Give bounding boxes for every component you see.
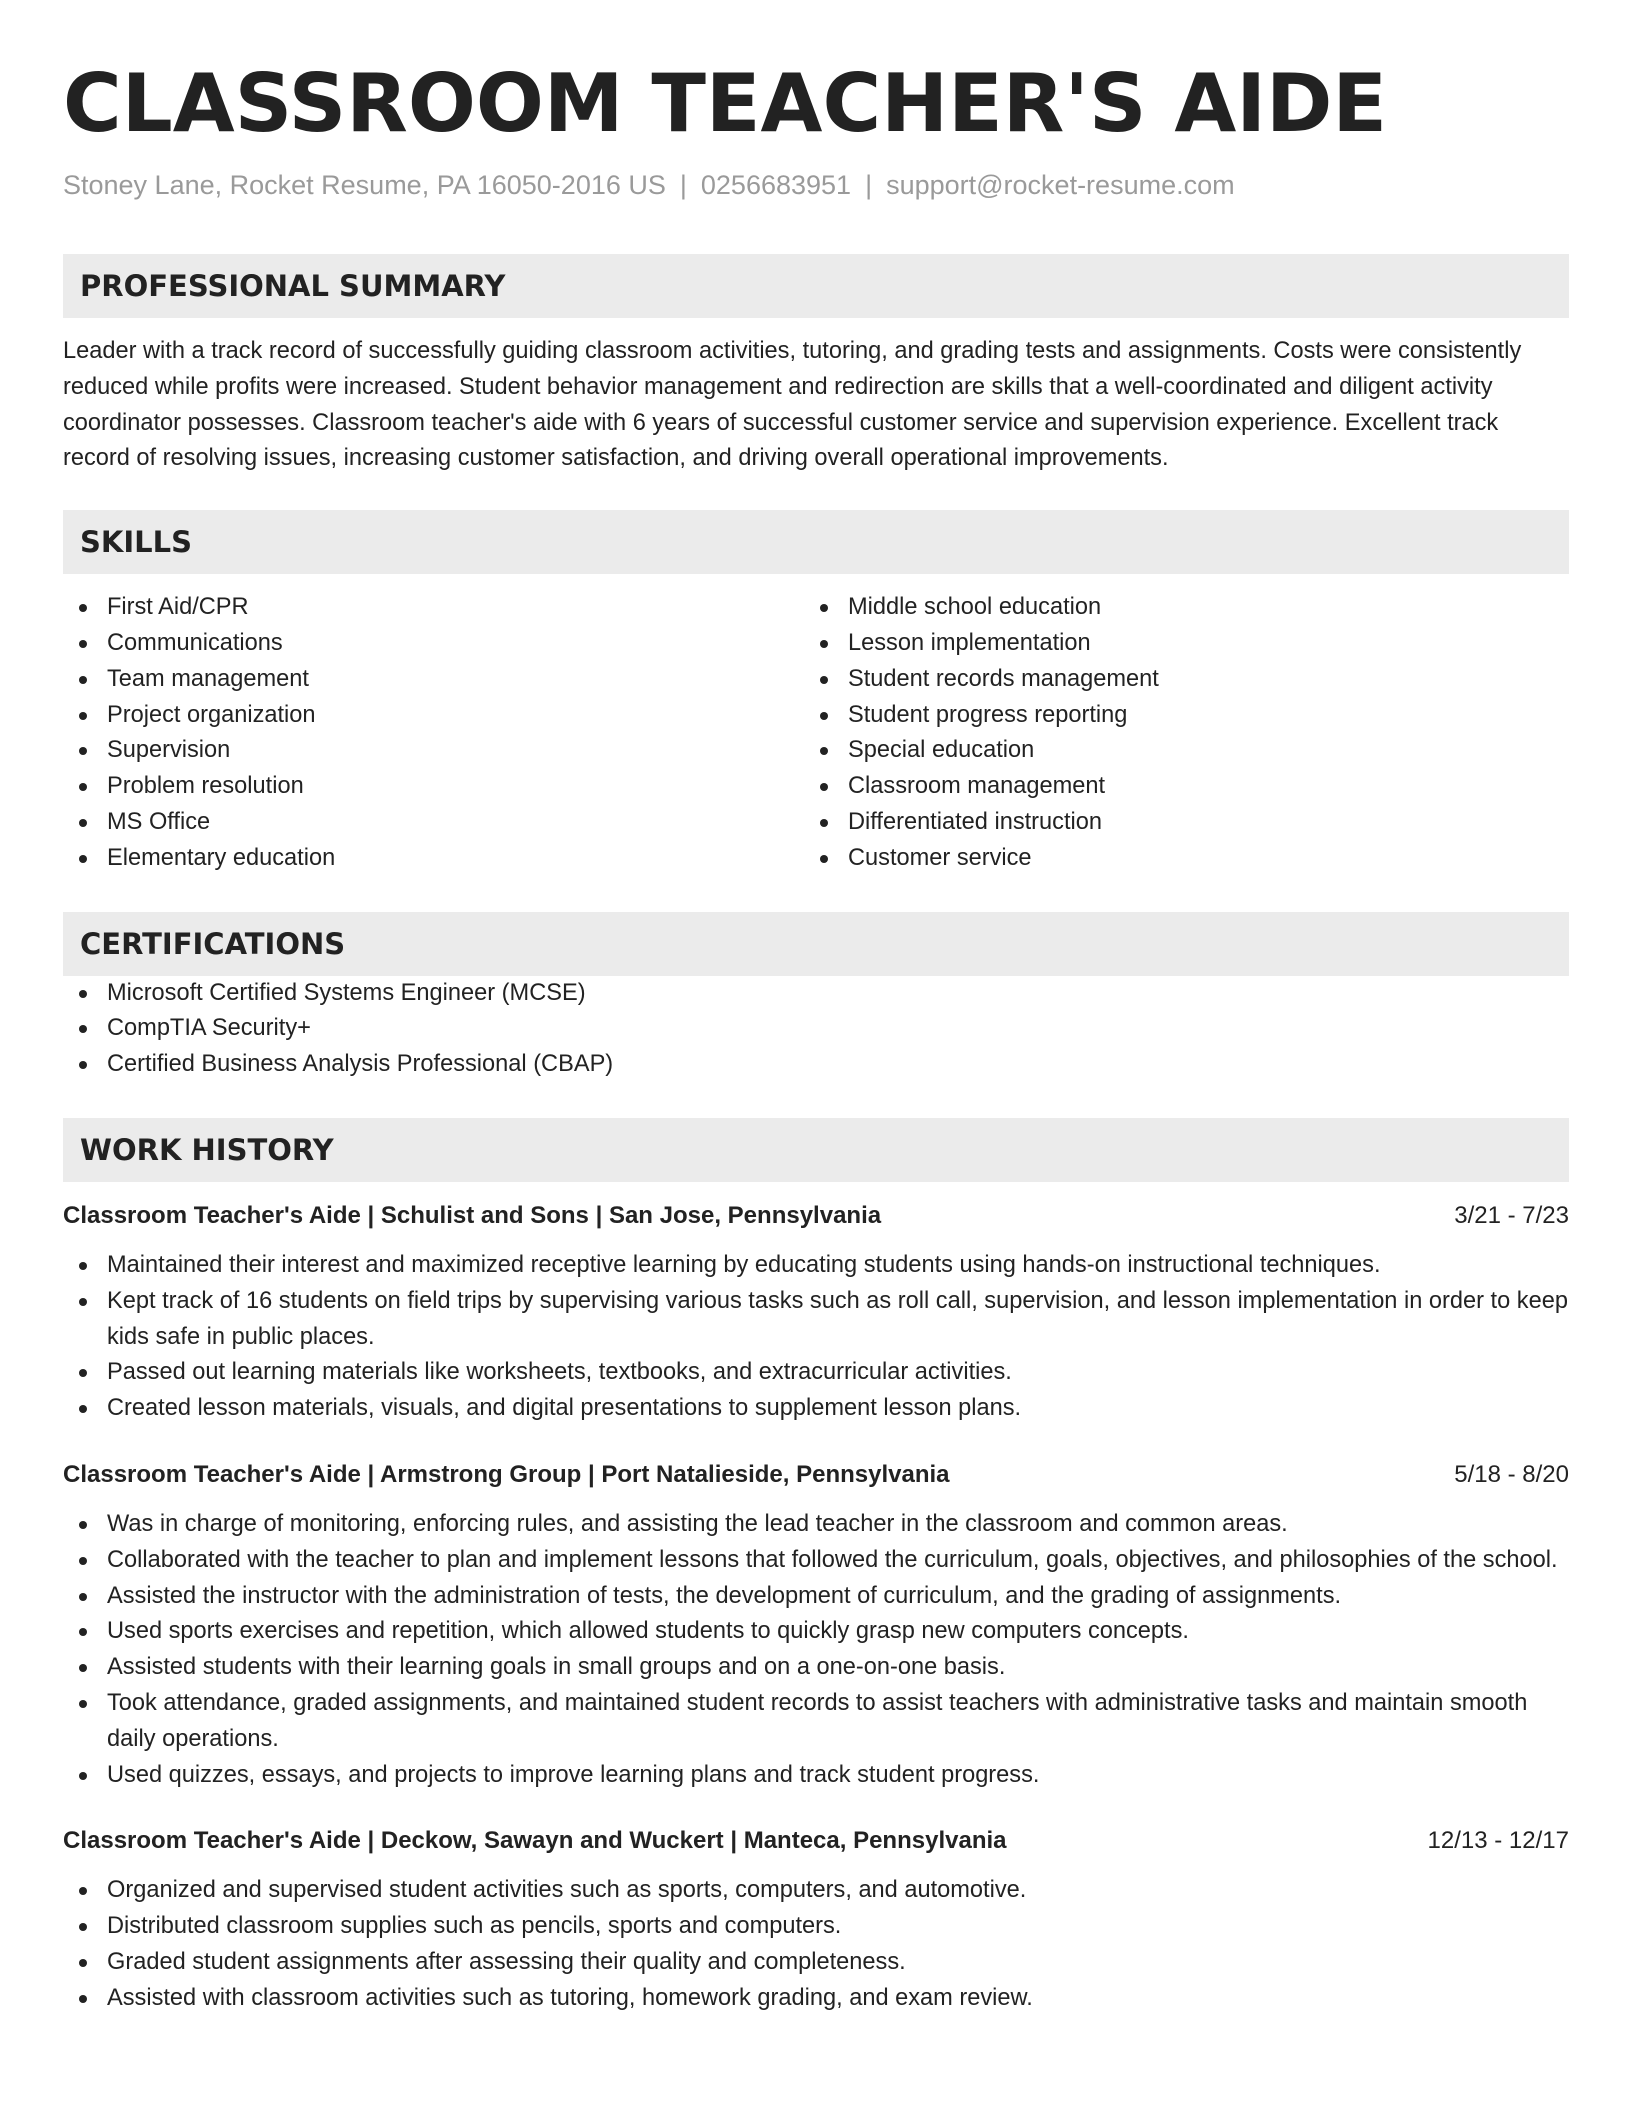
bullet-icon	[820, 819, 828, 827]
contact-phone: 0256683951	[700, 170, 852, 200]
list-item-text: Graded student assignments after assessing their quality and completeness.	[107, 1948, 906, 1975]
list-item-text: Lesson implementation	[848, 629, 1091, 656]
job-header	[63, 1457, 1569, 1493]
list-item	[804, 841, 1545, 877]
bullet-icon	[79, 1025, 87, 1033]
bullet-icon	[79, 1887, 87, 1895]
job-entry	[63, 1823, 1569, 2016]
bullet-icon	[79, 747, 87, 755]
list-item-text: Supervision	[107, 737, 231, 764]
bullet-icon	[79, 1700, 87, 1708]
list-item-text: Used sports exercises and repetition, which allowed students to quickly grasp new computers concepts.	[107, 1618, 1189, 1645]
bullet-icon	[79, 640, 87, 648]
job-title: Classroom Teacher's Aide | Deckow, Sawayn and Wuckert | Manteca, Pennsylvania	[63, 1827, 1007, 1855]
list-item-text: Classroom management	[848, 773, 1106, 800]
section-heading-certifications: CERTIFICATIONS	[63, 912, 1569, 976]
list-item	[63, 626, 804, 662]
bullet-icon	[820, 604, 828, 612]
bullet-icon	[820, 640, 828, 648]
list-item-text: Collaborated with the teacher to plan and implement lessons that followed the curriculum, goals, objectives, and philosophies of the school.	[107, 1546, 1558, 1573]
list-item	[63, 1614, 1569, 1650]
list-item	[63, 1981, 1569, 2017]
bullet-icon	[79, 783, 87, 791]
bullet-icon	[79, 604, 87, 612]
contact-email: support@rocket-resume.com	[886, 170, 1235, 200]
list-item	[63, 805, 804, 841]
bullet-icon	[79, 676, 87, 684]
list-item-text: CompTIA Security+	[107, 1015, 311, 1042]
list-item-text: Organized and supervised student activities such as sports, computers, and automotive.	[107, 1877, 1027, 1904]
contact-separator: |	[679, 170, 687, 200]
list-item	[804, 626, 1545, 662]
bullet-icon	[79, 1923, 87, 1931]
list-item	[63, 1650, 1569, 1686]
list-item	[804, 590, 1545, 626]
list-item-text: MS Office	[107, 808, 211, 835]
bullet-icon	[79, 819, 87, 827]
job-dates: 3/21 - 7/23	[1454, 1201, 1569, 1229]
list-item-text: Communications	[107, 629, 283, 656]
bullet-icon	[79, 1262, 87, 1270]
list-item-text: Middle school education	[848, 594, 1102, 621]
summary-text: Leader with a track record of successfully guiding classroom activities, tutoring, and grading tests and assignments. Costs were consistently reduced while profits were increased. Student behavior management and redirection are skills that a well-coordinated and diligent activity coordinator possesses. Classroom teacher's aide with 6 years of successful customer service and supervision experience. Excellent track record of resolving issues, increasing customer satisfaction, and driving overall operational improvements.	[63, 338, 1522, 472]
bullet-icon	[79, 712, 87, 720]
list-item-text: Customer service	[848, 844, 1032, 871]
bullet-icon	[79, 1593, 87, 1601]
bullet-icon	[79, 1995, 87, 2003]
bullet-icon	[79, 990, 87, 998]
list-item	[804, 662, 1545, 698]
list-item-text: Was in charge of monitoring, enforcing rules, and assisting the lead teacher in the classroom and common areas.	[107, 1510, 1288, 1537]
list-item	[63, 733, 804, 769]
section-heading-summary: PROFESSIONAL SUMMARY	[63, 254, 1569, 318]
bullet-icon	[79, 855, 87, 863]
bullet-icon	[79, 1298, 87, 1306]
list-item	[63, 1507, 1569, 1543]
skills-column-left	[63, 590, 804, 876]
list-item-text: Maintained their interest and maximized receptive learning by educating students using hands-on instructional techniques.	[107, 1251, 1381, 1278]
list-item	[63, 976, 1569, 1012]
list-item-text: Distributed classroom supplies such as pencils, sports and computers.	[107, 1913, 842, 1940]
list-item-text: Passed out learning materials like worksheets, textbooks, and extracurricular activities.	[107, 1359, 1012, 1386]
job-entry	[63, 1457, 1569, 1793]
list-item	[63, 1284, 1569, 1356]
list-item	[804, 769, 1545, 805]
job-bullets	[63, 1507, 1569, 1793]
list-item	[63, 1391, 1569, 1427]
contact-separator: |	[865, 170, 873, 200]
bullet-icon	[820, 747, 828, 755]
skills-list-left	[63, 590, 804, 876]
bullet-icon	[79, 1405, 87, 1413]
section-heading-skills: SKILLS	[63, 510, 1569, 574]
certifications-list	[63, 976, 1569, 1083]
list-item-text: Certified Business Analysis Professional (CBAP)	[107, 1051, 614, 1078]
list-item	[63, 1011, 1569, 1047]
skills-list-right	[804, 590, 1545, 876]
bullet-icon	[79, 1061, 87, 1069]
list-item	[63, 1758, 1569, 1794]
list-item-text: Microsoft Certified Systems Engineer (MCSE)	[107, 979, 586, 1006]
list-item	[63, 1873, 1569, 1909]
list-item	[63, 590, 804, 626]
list-item-text: Kept track of 16 students on field trips by supervising various tasks such as roll call, supervision, and lesson implementation in order to keep kids safe in public places.	[107, 1287, 1568, 1350]
bullet-icon	[79, 1959, 87, 1967]
resume-name: CLASSROOM TEACHER'S AIDE	[63, 57, 1388, 150]
skills-grid	[63, 590, 1569, 876]
contact-line	[63, 168, 1569, 202]
bullet-icon	[820, 855, 828, 863]
job-dates: 12/13 - 12/17	[1427, 1827, 1569, 1855]
list-item	[63, 841, 804, 877]
list-item	[63, 1945, 1569, 1981]
list-item	[63, 1047, 1569, 1083]
job-dates: 5/18 - 8/20	[1454, 1460, 1569, 1488]
list-item-text: Special education	[848, 737, 1035, 764]
list-item-text: Team management	[107, 665, 309, 692]
list-item-text: Assisted with classroom activities such as tutoring, homework grading, and exam review.	[107, 1984, 1033, 2011]
list-item-text: Used quizzes, essays, and projects to improve learning plans and track student progress.	[107, 1761, 1040, 1788]
bullet-icon	[79, 1521, 87, 1529]
bullet-icon	[79, 1369, 87, 1377]
list-item	[63, 698, 804, 734]
list-item	[63, 662, 804, 698]
bullet-icon	[820, 712, 828, 720]
bullet-icon	[820, 676, 828, 684]
bullet-icon	[79, 1664, 87, 1672]
list-item-text: Assisted the instructor with the administration of tests, the development of curriculum, and the grading of assignments.	[107, 1582, 1342, 1609]
section-heading-work-history: WORK HISTORY	[63, 1118, 1569, 1182]
list-item	[63, 1686, 1569, 1758]
list-item-text: Project organization	[107, 701, 316, 728]
list-item-text: Elementary education	[107, 844, 336, 871]
job-title: Classroom Teacher's Aide | Schulist and Sons | San Jose, Pennsylvania	[63, 1201, 882, 1229]
list-item-text: Assisted students with their learning goals in small groups and on a one-on-one basis.	[107, 1654, 1006, 1681]
list-item	[63, 1909, 1569, 1945]
job-header	[63, 1198, 1569, 1234]
list-item	[63, 1543, 1569, 1579]
job-title: Classroom Teacher's Aide | Armstrong Group | Port Natalieside, Pennsylvania	[63, 1460, 950, 1488]
list-item	[804, 805, 1545, 841]
bullet-icon	[79, 1557, 87, 1565]
bullet-icon	[79, 1628, 87, 1636]
list-item	[63, 1248, 1569, 1284]
list-item-text: First Aid/CPR	[107, 594, 249, 621]
list-item-text: Problem resolution	[107, 773, 304, 800]
list-item-text: Student records management	[848, 665, 1159, 692]
list-item	[63, 1579, 1569, 1615]
list-item-text: Differentiated instruction	[848, 808, 1102, 835]
list-item-text: Student progress reporting	[848, 701, 1128, 728]
work-history	[63, 1198, 1569, 2017]
bullet-icon	[79, 1772, 87, 1780]
list-item	[804, 733, 1545, 769]
list-item	[804, 698, 1545, 734]
job-bullets	[63, 1873, 1569, 2016]
job-entry	[63, 1198, 1569, 1427]
job-header	[63, 1823, 1569, 1859]
list-item-text: Took attendance, graded assignments, and maintained student records to assist teachers with administrative tasks and maintain smooth daily operations.	[107, 1689, 1528, 1752]
job-bullets	[63, 1248, 1569, 1427]
list-item-text: Created lesson materials, visuals, and digital presentations to supplement lesson plans.	[107, 1395, 1022, 1422]
skills-column-right	[804, 590, 1545, 876]
list-item	[63, 769, 804, 805]
contact-address: Stoney Lane, Rocket Resume, PA 16050-2016 US	[63, 170, 666, 200]
list-item	[63, 1355, 1569, 1391]
bullet-icon	[820, 783, 828, 791]
